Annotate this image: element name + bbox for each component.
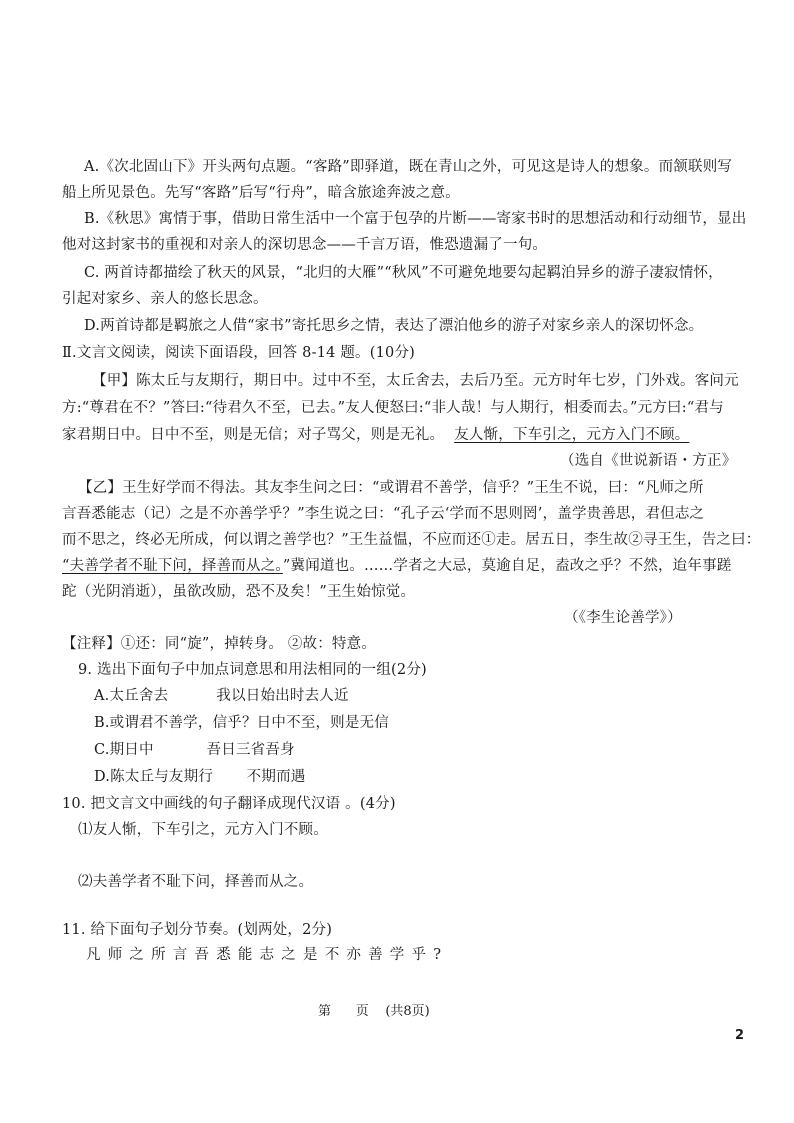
passage-jia-line1: 【甲】陈太丘与友期行，期日中。过中不至，太丘舍去，去后乃至。元方时年七岁，门外戏。客问元 [92, 373, 739, 389]
q9-option-b: B.或谓君不善学，信乎？日中不至，则是无信 [94, 715, 389, 731]
notes: 【注释】①还：同“旋”，掉转身。 ②故：特意。 [62, 636, 377, 652]
option-a-line1: A.《次北固山下》开头两句点题。“客路”即驿道，既在青山之外，可见这是诗人的想象。而颔联则写 [84, 159, 733, 175]
passage-yi-line4 [62, 556, 732, 576]
q9-option-a: A.太丘舍去 我以日始出时去人近 [94, 688, 349, 704]
passage-yi-line2: 言吾悉能志（记）之是不亦善学乎？”李生说之曰：“孔子云‘学而不思则罔’，盖学贵善思，君但志之 [62, 506, 705, 522]
q9-option-c: C.期日中 吾日三省吾身 [94, 742, 295, 758]
passage-yi-line3: 而不思之，终必无所成，何以谓之善学也？”王生益愠，不应而还①走。居五日，李生故②寻王生，告之曰： [62, 532, 761, 548]
passage-jia-source: （选自《世说新语・方正》 [560, 453, 737, 469]
passage-jia-line3-text: 家君期日中。日中不至，则是无信；对子骂父，则是无礼。 [62, 427, 445, 443]
q10-title: 10. 把文言文中画线的句子翻译成现代汉语 。(4分) [62, 796, 396, 812]
option-c-line2: 引起对家乡、亲人的悠长思念。 [62, 291, 268, 307]
page-number: 2 [734, 1028, 744, 1043]
option-d-line1: D.两首诗都是羁旅之人借“家书”寄托思乡之情，表达了漂泊他乡的游子对家乡亲人的深切怀念。 [84, 318, 704, 334]
section-heading: Ⅱ.文言文阅读，阅读下面语段，回答 8-14 题。(10分) [62, 345, 416, 361]
underlined-sentence-2: “夫善学者不耻下问，择善而从之。 [62, 558, 283, 574]
passage-yi-source: （《李生论善学》） [564, 610, 682, 626]
passage-jia-line3 [62, 425, 689, 445]
option-c-line1: C. 两首诗都描绘了秋天的风景，“北归的大雁”“秋风”不可避免地要勾起羁泊异乡的游子凄寂情怀， [84, 265, 723, 281]
q11-sentence: 凡师之所言吾悉能志之是不亦善学乎? [86, 947, 449, 963]
option-b-line2: 他对这封家书的重视和对亲人的深切思念——千言万语，惟恐遗漏了一句。 [62, 237, 548, 253]
passage-yi-line5: 跎（光阴消逝），虽欲改励，恐不及矣！”王生始惊觉。 [62, 584, 416, 600]
q9-option-d: D.陈太丘与友期行 不期而遇 [94, 769, 306, 785]
passage-yi-line4-text: ”冀闻道也。……学者之大忌，莫逾自足，盍改之乎？不然，迨年事蹉 [282, 558, 732, 574]
q10-sentence-1: ⑴友人惭，下车引之，元方入门不顾。 [78, 822, 328, 838]
underlined-sentence-1: 友人惭，下车引之，元方入门不顾。 [454, 427, 690, 443]
q9-title: 9. 选出下面句子中加点词意思和用法相同的一组(2分) [78, 662, 427, 678]
passage-jia-line2: 方:“尊君在不？”答曰:“待君久不至，已去。”友人便怒曰:“非人哉！与人期行，相委而去。”元方曰:“君与 [62, 400, 724, 416]
option-b-line1: B.《秋思》寓情于事，借助日常生活中一个富于包孕的片断——寄家书时的思想活动和行动细节，显出 [84, 211, 747, 227]
option-a-line2: 船上所见景色。先写“客路”后写“行舟”，暗含旅途奔波之意。 [62, 185, 460, 201]
q10-sentence-2: ⑵夫善学者不耻下问，择善而从之。 [78, 874, 314, 890]
page-footer: 第 页 (共8页) [318, 1004, 430, 1019]
q11-title: 11. 给下面句子划分节奏。(划两处，2分) [62, 922, 333, 938]
passage-yi-line1: 【乙】王生好学而不得法。其友李生问之曰：“或谓君不善学，信乎？”王生不说，曰：“凡师之所 [78, 480, 704, 496]
